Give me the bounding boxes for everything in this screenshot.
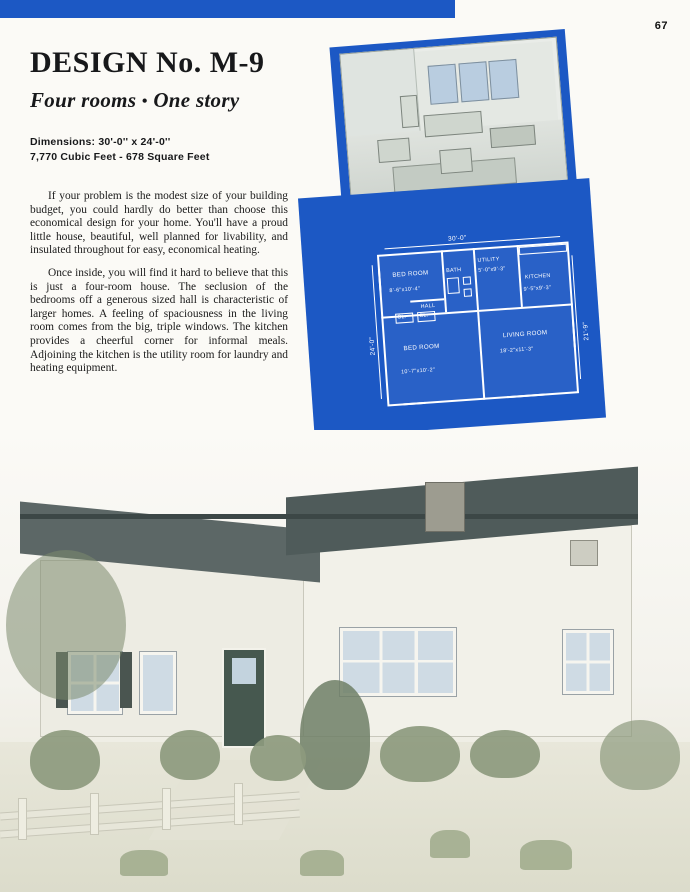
subtitle-rooms: Four rooms xyxy=(30,88,137,112)
triple-window xyxy=(340,628,456,696)
chimney xyxy=(425,482,465,532)
shrub-4 xyxy=(470,730,540,778)
plan-room-label-hall: HALL xyxy=(420,302,436,310)
interior-table xyxy=(489,125,536,149)
plan-room-size-bedroom-2: 10'-7"x10'-2" xyxy=(400,367,436,376)
plan-room-size-living: 18'-2"x11'-3" xyxy=(499,346,534,355)
interior-sofa xyxy=(423,111,483,137)
fence-post-3 xyxy=(162,788,171,830)
page-subtitle xyxy=(30,88,239,113)
grass-tuft-4 xyxy=(120,850,168,876)
interior-lamp xyxy=(400,94,420,128)
front-door xyxy=(222,648,266,748)
plan-room-size-bedroom-1: 8'-6"x10'-4" xyxy=(389,285,421,295)
plan-dim-width: 30'-0" xyxy=(447,234,467,243)
body-copy xyxy=(30,190,288,385)
shrub-1 xyxy=(160,730,220,780)
house-illustration xyxy=(0,430,690,892)
tree-left xyxy=(6,550,126,700)
left-window-b xyxy=(140,652,176,714)
roof-ridge xyxy=(20,514,638,519)
grass-tuft-2 xyxy=(520,840,572,870)
plan-fixture-water-closet xyxy=(464,288,473,297)
shrub-5 xyxy=(600,720,680,790)
paragraph-2: Once inside, you will find it hard to believe that this is just a four-room house. The seclusion of the bedrooms off a generous sized hall is characteristic of larger homes. A feeling of spaciousness in the living room comes from the big, triple windows. The kitchen provides a cheerful corner for informal meals. Adjoining the kitchen is the utility room for laundry and heating equipment. xyxy=(30,266,288,375)
plan-fixture-lavatory xyxy=(463,276,472,285)
plan-room-label-bath: BATH xyxy=(446,267,462,275)
fence-post-4 xyxy=(234,783,243,825)
subtitle-separator-dot: • xyxy=(141,93,148,111)
plan-room-size-utility: 5'-0"x9'-3" xyxy=(478,265,506,274)
interior-window-2 xyxy=(458,62,489,103)
top-blue-bar xyxy=(0,0,455,18)
interior-window-3 xyxy=(488,59,519,100)
plan-room-label-living: LIVING ROOM xyxy=(502,329,548,340)
dimensions-line-1: Dimensions: 30'-0'' x 24'-0'' xyxy=(30,136,171,148)
plan-room-size-kitchen: 9'-5"x9'-3" xyxy=(523,284,552,293)
dimensions-line-2: 7,770 Cubic Feet - 678 Square Feet xyxy=(30,151,210,163)
plan-room-label-bedroom-1: BED ROOM xyxy=(392,269,429,279)
plan-room-label-kitchen: KITCHEN xyxy=(524,272,551,281)
fence-post-1 xyxy=(18,798,27,840)
page-number: 67 xyxy=(654,20,668,32)
interior-chair-2 xyxy=(439,148,473,174)
right-window xyxy=(563,630,613,694)
page-title: DESIGN No. M-9 xyxy=(30,46,265,79)
plan-room-label-bedroom-2: BED ROOM xyxy=(403,342,440,353)
front-door-light xyxy=(232,658,256,684)
floor-plan xyxy=(368,234,591,406)
grass-tuft-1 xyxy=(430,830,470,858)
triple-window-muntins xyxy=(343,631,453,693)
paragraph-1: If your problem is the modest size of your building budget, you could hardly do better than choose this economical design for your home. You'll have a proud little house, beautiful, well planned for livability, and insulated throughout for easy, economical heating. xyxy=(30,190,288,257)
right-window-muntins xyxy=(566,633,610,691)
plan-fixture-tub xyxy=(447,277,460,294)
shrub-2 xyxy=(250,735,306,781)
shutter-right xyxy=(120,652,132,708)
interior-chair-1 xyxy=(377,138,411,164)
interior-window-1 xyxy=(428,64,459,105)
subtitle-story: One story xyxy=(153,88,240,112)
dimensions-block xyxy=(30,135,210,165)
plan-dim-right: 21'-9" xyxy=(582,321,591,341)
plan-closet-label-2: CL. xyxy=(419,312,429,320)
plan-dim-depth: 24'-0" xyxy=(368,336,377,356)
shrub-3 xyxy=(380,726,460,782)
shrub-6 xyxy=(30,730,100,790)
fence-post-2 xyxy=(90,793,99,835)
gable-vent xyxy=(570,540,598,566)
grass-tuft-3 xyxy=(300,850,344,876)
plan-closet-label-1: CL. xyxy=(397,313,407,321)
evergreen-center xyxy=(300,680,370,790)
plan-room-label-utility: UTILITY xyxy=(477,256,500,264)
